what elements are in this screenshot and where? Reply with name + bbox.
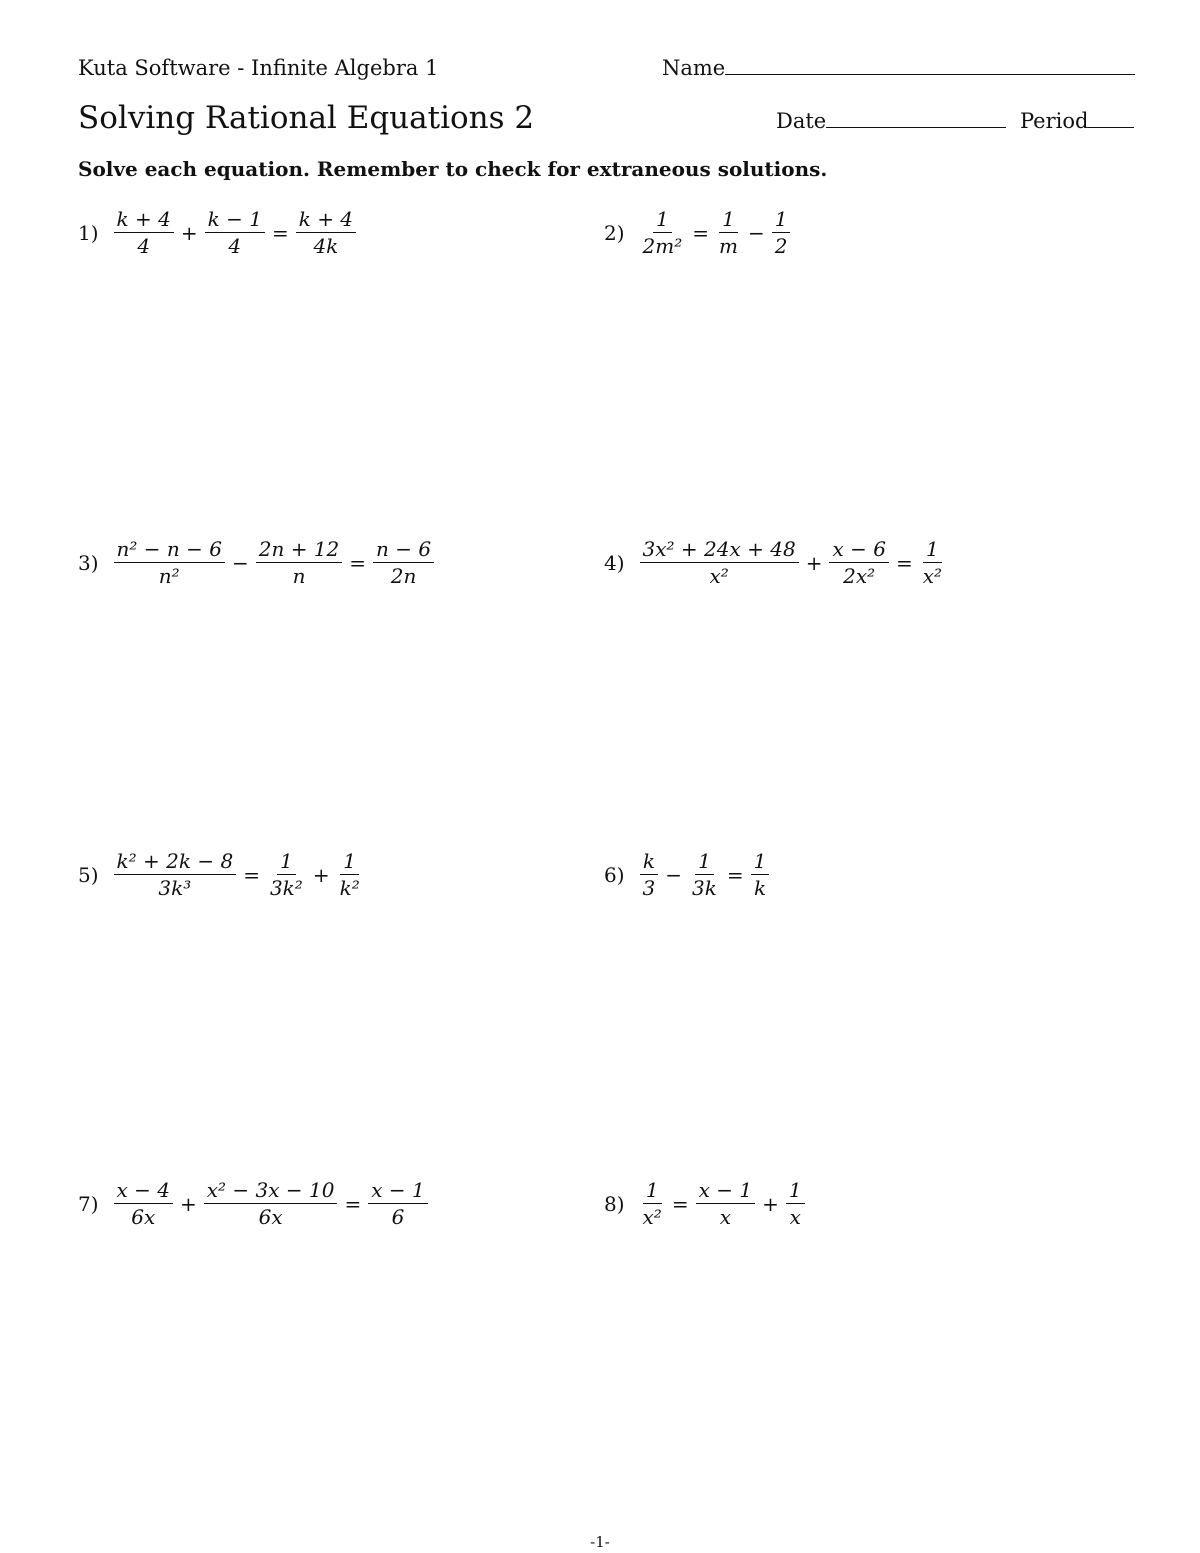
denominator: 2x² (843, 564, 876, 588)
denominator: 2 (774, 234, 788, 258)
problem-5 (78, 848, 366, 901)
numerator: x − 1 (368, 1177, 427, 1204)
problem-1 (78, 206, 359, 259)
fraction (114, 1177, 173, 1230)
fraction (205, 206, 265, 259)
numerator: 1 (653, 206, 672, 233)
problem-number: 6) (604, 862, 625, 887)
denominator: 2n (390, 564, 417, 588)
numerator: 1 (277, 848, 296, 875)
problem-4 (604, 536, 948, 589)
problem-6 (604, 848, 772, 901)
name-label: Name (662, 56, 726, 80)
denominator: 3 (642, 876, 656, 900)
period-blank[interactable] (1088, 109, 1134, 128)
fraction (368, 1177, 427, 1230)
period-field[interactable] (1020, 109, 1134, 133)
denominator: x² (709, 564, 729, 588)
numerator: 1 (772, 206, 791, 233)
denominator: 3k (692, 876, 717, 900)
denominator: k (753, 876, 767, 900)
operator: + (805, 550, 823, 575)
fraction (114, 536, 225, 589)
page-title: Solving Rational Equations 2 (78, 100, 535, 136)
denominator: k² (339, 876, 360, 900)
denominator: x² (642, 1205, 662, 1229)
problem-3 (78, 536, 437, 589)
denominator: x (719, 1205, 731, 1229)
problem-number: 8) (604, 1191, 625, 1216)
fraction (640, 536, 799, 589)
fraction (204, 1177, 338, 1230)
fraction (296, 206, 356, 259)
operator: = (895, 550, 913, 575)
fraction (114, 206, 174, 259)
problem-7 (78, 1177, 431, 1230)
fraction (114, 848, 237, 901)
numerator: k (640, 848, 658, 875)
numerator: k + 4 (114, 206, 174, 233)
numerator: 1 (786, 1177, 805, 1204)
numerator: k + 4 (296, 206, 356, 233)
operator: = (349, 550, 367, 575)
problem-number: 7) (78, 1191, 99, 1216)
numerator: n² − n − 6 (114, 536, 225, 563)
name-field[interactable] (662, 56, 1135, 80)
operator: = (344, 1191, 362, 1216)
publisher-label: Kuta Software - Infinite Algebra 1 (78, 56, 439, 80)
fraction (267, 848, 306, 901)
operator: + (312, 862, 330, 887)
numerator: 1 (923, 536, 942, 563)
instructions: Solve each equation. Remember to check for extraneous solutions. (78, 157, 828, 181)
denominator: n (292, 564, 306, 588)
fraction (640, 1177, 665, 1230)
denominator: n² (158, 564, 180, 588)
numerator: 2n + 12 (256, 536, 343, 563)
operator: − (665, 862, 683, 887)
fraction (640, 206, 686, 259)
fraction (920, 536, 945, 589)
problem-number: 2) (604, 220, 625, 245)
fraction (829, 536, 888, 589)
operator: = (671, 1191, 689, 1216)
fraction (640, 848, 659, 901)
denominator: 3k² (269, 876, 303, 900)
denominator: m (719, 234, 738, 258)
fraction (696, 1177, 755, 1230)
fraction (786, 1177, 805, 1230)
denominator: 6x (258, 1205, 283, 1229)
numerator: 3x² + 24x + 48 (640, 536, 799, 563)
problem-number: 3) (78, 550, 99, 575)
numerator: k − 1 (205, 206, 265, 233)
fraction (751, 848, 770, 901)
numerator: 1 (643, 1177, 662, 1204)
problem-8 (604, 1177, 808, 1230)
date-field[interactable] (776, 109, 1006, 133)
fraction (256, 536, 343, 589)
numerator: x − 1 (696, 1177, 755, 1204)
denominator: x (789, 1205, 801, 1229)
denominator: x² (922, 564, 942, 588)
numerator: 1 (719, 206, 738, 233)
numerator: 1 (695, 848, 714, 875)
numerator: x − 4 (114, 1177, 173, 1204)
fraction (716, 206, 741, 259)
operator: − (747, 220, 765, 245)
denominator: 3k³ (158, 876, 192, 900)
problem-number: 5) (78, 862, 99, 887)
operator: + (180, 1191, 197, 1216)
numerator: 1 (340, 848, 359, 875)
numerator: k² + 2k − 8 (114, 848, 237, 875)
problem-2 (604, 206, 793, 259)
date-blank[interactable] (826, 109, 1006, 128)
fraction (373, 536, 434, 589)
date-label: Date (776, 109, 827, 133)
fraction (689, 848, 720, 901)
denominator: 6x (131, 1205, 156, 1229)
operator: − (231, 550, 249, 575)
numerator: x² − 3x − 10 (204, 1177, 338, 1204)
denominator: 6 (391, 1205, 405, 1229)
operator: + (762, 1191, 779, 1216)
operator: = (692, 220, 710, 245)
problem-number: 4) (604, 550, 625, 575)
denominator: 4k (313, 234, 339, 258)
problem-number: 1) (78, 220, 99, 245)
fraction (772, 206, 791, 259)
numerator: x − 6 (829, 536, 888, 563)
fraction (337, 848, 363, 901)
page-number: -1- (590, 1533, 610, 1551)
denominator: 4 (228, 234, 242, 258)
operator: + (180, 220, 198, 245)
denominator: 2m² (642, 234, 683, 258)
name-blank[interactable] (725, 56, 1135, 75)
period-label: Period (1020, 109, 1089, 133)
operator: = (243, 862, 260, 887)
operator: = (726, 862, 744, 887)
numerator: 1 (751, 848, 770, 875)
denominator: 4 (137, 234, 151, 258)
numerator: n − 6 (373, 536, 434, 563)
operator: = (271, 220, 289, 245)
